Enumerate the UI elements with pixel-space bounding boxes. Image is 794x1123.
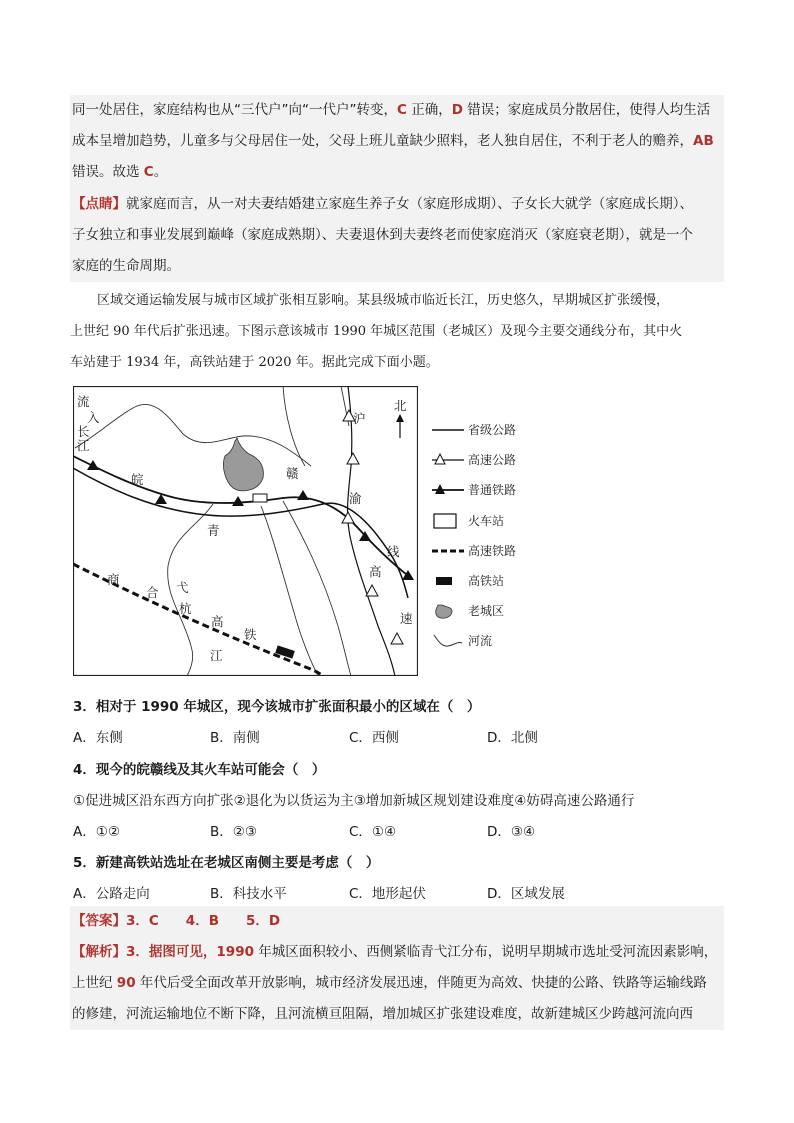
- question-5-option-c[interactable]: C．地形起伏: [349, 886, 426, 902]
- intro-line-2: 上世纪 90 年代后扩张迅速。下图示意该城市 1990 年城区范围（老城区）及现今主要交通线分布，其中火: [70, 324, 683, 339]
- label-gao-rail: 高: [211, 614, 224, 629]
- label-xian: 线: [387, 544, 400, 559]
- label-hu: 沪: [353, 411, 366, 426]
- river-icon: [432, 631, 464, 651]
- analysis-label: 【解析】: [72, 944, 126, 960]
- label-wan: 皖: [131, 472, 144, 487]
- intro-line-3: 车站建于 1934 年，高铁站建于 2020 年。据此完成下面小题。: [70, 355, 439, 370]
- label-qing: 青: [207, 523, 220, 538]
- question-3-option-c[interactable]: C．西侧: [349, 730, 399, 746]
- label-gao-hw: 高: [369, 564, 382, 579]
- provincial-road-icon: [432, 420, 464, 440]
- expressway-icon: [432, 450, 464, 470]
- question-4-title: 4．现今的皖赣线及其火车站可能会（ ）: [73, 762, 326, 778]
- train-station: [253, 494, 267, 502]
- tip-line-3: 家庭的生命周期。: [72, 258, 180, 274]
- question-4-option-a[interactable]: A．①②: [73, 824, 120, 840]
- explanation-line-1: 同一处居住，家庭结构也从“三代户”向“一代户”转变，C 正确，D 错误；家庭成员分散居住，使得人均生活: [72, 102, 711, 118]
- label-chang: 长: [77, 424, 90, 439]
- question-5-option-d[interactable]: D．区域发展: [487, 886, 565, 902]
- label-he: 合: [146, 585, 159, 600]
- label-hang: 杭: [179, 601, 192, 616]
- answer-text: 3．C 4．B 5．D: [126, 913, 281, 929]
- tip-label: 【点睛】: [72, 196, 126, 212]
- city-transport-map: [73, 386, 418, 676]
- answer-line: [72, 906, 724, 937]
- answer-analysis-block: [70, 906, 724, 1030]
- question-4-option-c[interactable]: C．①④: [349, 824, 397, 840]
- ordinary-railway-icon: [432, 480, 464, 500]
- label-jiang-bottom: 江: [210, 648, 223, 663]
- label-jiang-river: 江: [77, 438, 90, 453]
- question-5-option-a[interactable]: A．公路走向: [73, 886, 150, 902]
- high-speed-railway-icon: [432, 541, 464, 561]
- label-yi: 弋: [176, 580, 189, 595]
- explanation-block: [70, 95, 724, 189]
- explanation-line-3: 错误。故选 C。: [72, 164, 168, 180]
- label-tie: 铁: [244, 627, 257, 642]
- label-north: 北: [394, 398, 407, 413]
- label-shang: 商: [107, 572, 120, 587]
- label-liu: 流: [77, 394, 90, 409]
- label-su: 速: [400, 611, 413, 626]
- explanation-line-2: 成本呈增加趋势，儿童多与父母居住一处，父母上班儿童缺少照料，老人独自居住，不利于老人的赡养，AB: [72, 133, 714, 149]
- high-speed-station-icon: [432, 571, 464, 591]
- question-4-option-d[interactable]: D．③④: [487, 824, 536, 840]
- question-5-option-b[interactable]: B．科技水平: [210, 886, 287, 902]
- analysis-line-3: 的修建，河流运输地位不断下降，且河流横亘阻隔，增加城区扩张建设难度，故新建城区少跨越河流向西: [72, 1006, 693, 1022]
- label-ru: 入: [87, 410, 100, 425]
- question-4-option-b[interactable]: B．②③: [210, 824, 257, 840]
- old-city-icon: [432, 601, 464, 621]
- label-gan: 赣: [286, 466, 299, 481]
- question-3-option-a[interactable]: A．东侧: [73, 730, 123, 746]
- question-3-option-d[interactable]: D．北侧: [487, 730, 538, 746]
- tip-line-2: 子女独立和事业发展到巅峰（家庭成熟期）、夫妻退休到夫妻终老而使家庭消灭（家庭衰老期），就是一个: [72, 227, 693, 243]
- analysis-line-2: 上世纪 90 年代后受全面改革开放影响，城市经济发展迅速，伴随更为高效、快捷的公路、铁路等运输线路: [72, 975, 707, 991]
- answer-label: 【答案】: [72, 913, 126, 929]
- intro-paragraph: [70, 285, 724, 378]
- train-station-icon: [432, 511, 464, 531]
- label-yu: 渝: [349, 491, 362, 506]
- question-4-statements: ①促进城区沿东西方向扩张②退化为以货运为主③增加新城区规划建设难度④妨碍高速公路通行: [73, 793, 635, 809]
- tip-block: [70, 189, 724, 282]
- question-3-title: 3．相对于 1990 年城区，现今该城市扩张面积最小的区域在（ ）: [73, 699, 481, 715]
- tip-line-1: 【点睛】就家庭而言，从一对夫妻结婚建立家庭生养子女（家庭形成期）、子女长大就学（家庭成长期）、: [72, 196, 693, 212]
- intro-line-1: 区域交通运输发展与城市区域扩张相互影响。某县级城市临近长江，历史悠久，早期城区扩张缓慢，: [97, 293, 670, 308]
- analysis-line-1: 【解析】3．据图可见，1990 年城区面积较小、西侧紧临青弋江分布，说明早期城市选址受河流因素影响，: [72, 944, 718, 960]
- question-5-title: 5．新建高铁站选址在老城区南侧主要是考虑（ ）: [73, 855, 380, 871]
- question-3-option-b[interactable]: B．南侧: [210, 730, 260, 746]
